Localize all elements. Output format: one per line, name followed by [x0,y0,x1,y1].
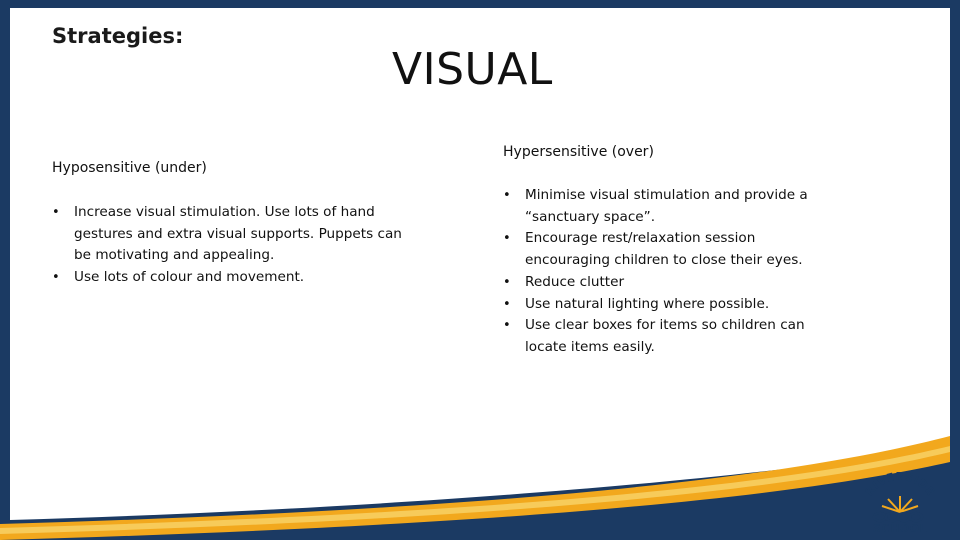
list-item: • Encourage rest/relaxation session encouraging children to close their eyes. [503,228,843,271]
logo-top-text: RIVERSIDE [862,469,938,499]
slide-title: VISUAL [392,44,553,95]
list-item: • Minimise visual stimulation and provide a “sanctuary space”. [503,185,843,228]
strategies-heading: Strategies: [52,24,184,48]
sun-icon [882,496,918,512]
hyposensitive-column [52,160,412,289]
hypersensitive-list [503,185,843,359]
waves-icon [874,513,922,521]
list-item: • Use clear boxes for items so children can locate items easily. [503,315,843,358]
list-item: • Use natural lighting where possible. [503,294,843,316]
hyposensitive-list [52,202,412,289]
hypersensitive-heading: Hypersensitive (over) [503,144,654,160]
school-logo [858,462,942,534]
list-item: • Increase visual stimulation. Use lots of hand gestures and extra visual supports. Puppets can be motivating and appealing. [52,202,412,267]
list-item: • Reduce clutter [503,272,843,294]
logo-bottom-text: SCHOOL [873,522,927,534]
list-item: • Use lots of colour and movement. [52,267,412,289]
hypersensitive-column [503,144,843,359]
svg-text:RIVERSIDE [863,470,938,498]
hyposensitive-heading: Hyposensitive (under) [52,160,207,176]
